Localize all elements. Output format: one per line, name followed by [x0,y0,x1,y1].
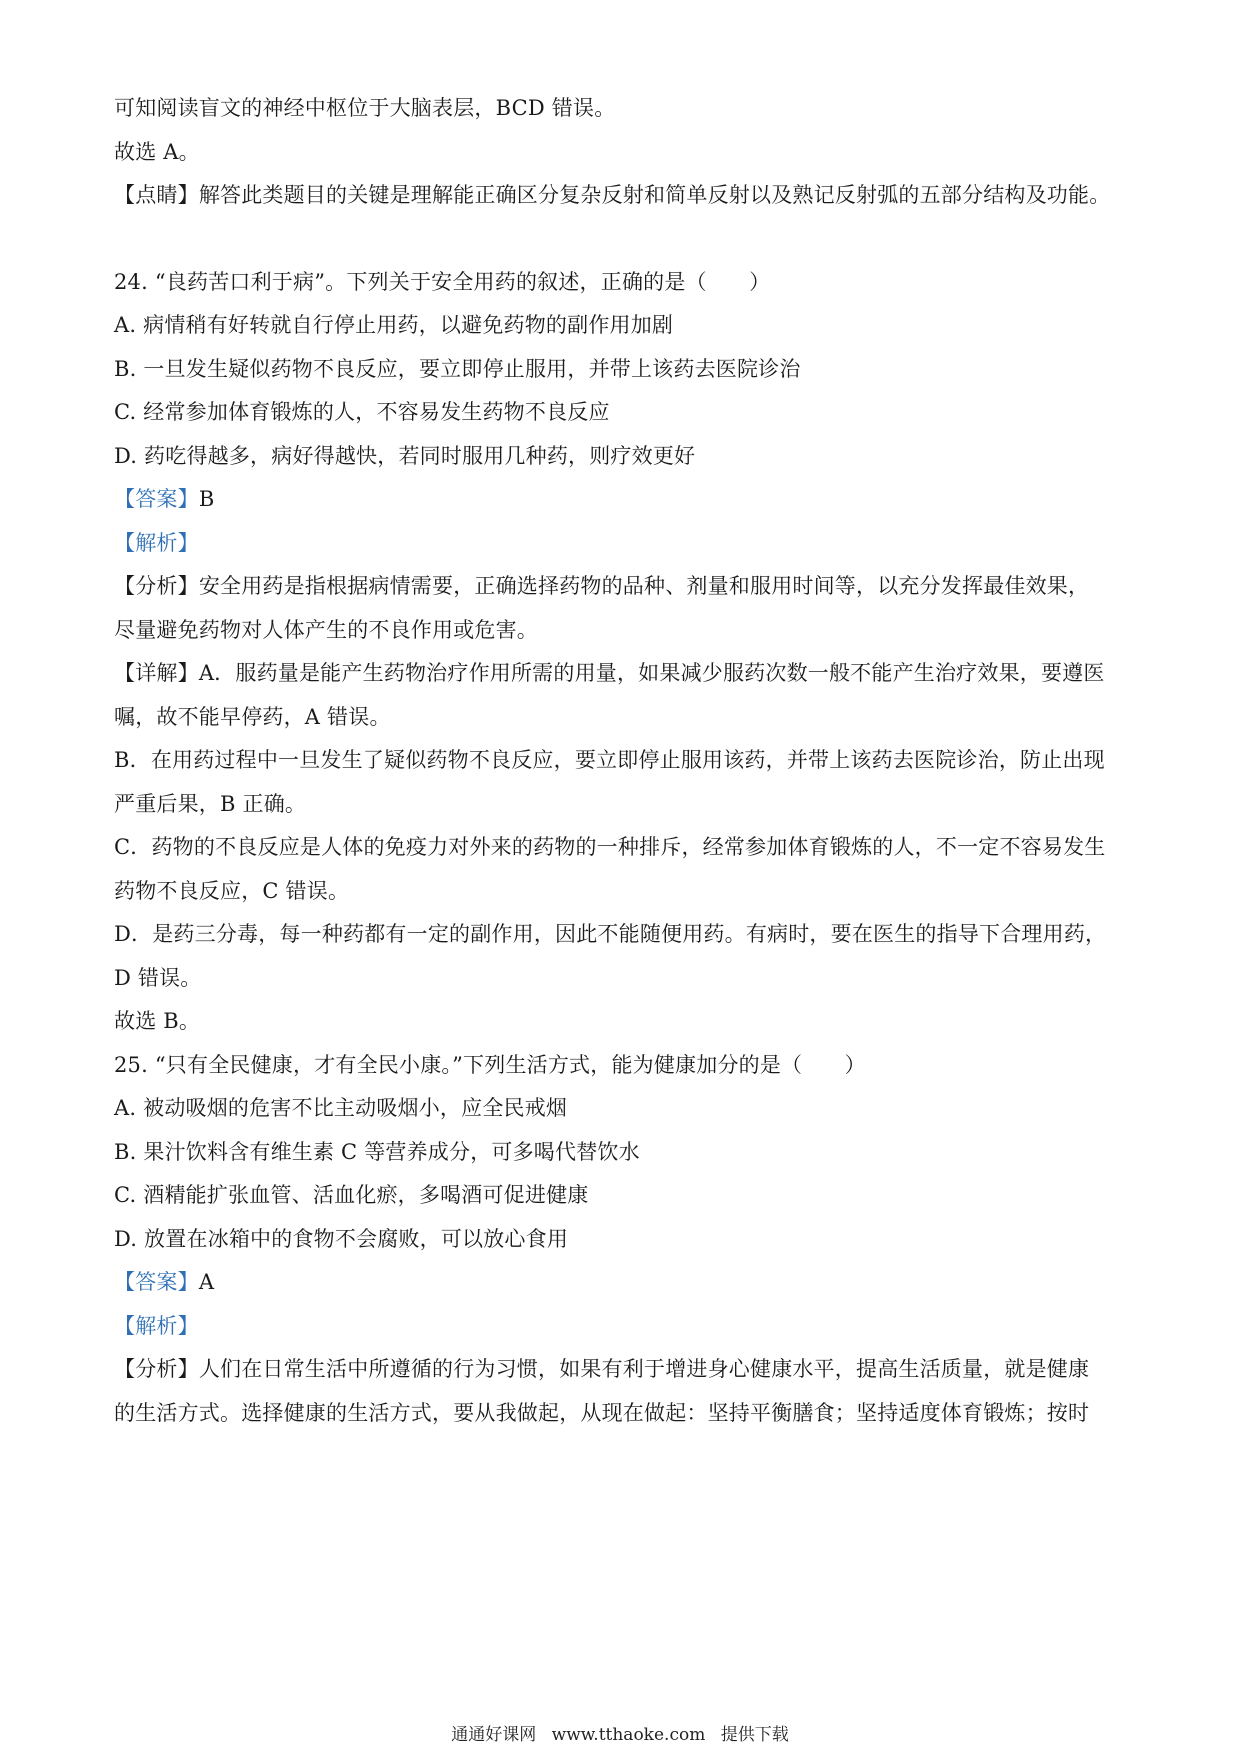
q24-xiangjie-line-6: 药物不良反应，C 错误。 [114,879,350,903]
q25-answer-line [114,1267,1134,1297]
tip-text: 解答此类题目的关键是理解能正确区分复杂反射和简单反射以及熟记反射弧的五部分结构及功能。 [198,183,1111,207]
q25-option-c: C. 酒精能扩张血管、活血化瘀，多喝酒可促进健康 [114,1183,589,1207]
tip-label: 【点睛】 [114,183,199,207]
q24-xiangjie-line-7: D．是药三分毒，每一种药都有一定的副作用，因此不能随便用药。有病时，要在医生的指导下合理用药， [114,922,1107,946]
q25-fenxi-line-2: 的生活方式。选择健康的生活方式，要从我做起，从现在做起：坚持平衡膳食；坚持适度体育锻炼；按时 [114,1401,1090,1425]
q24-xiangjie-line-1 [114,658,1134,688]
xiangjie-label: 【详解】 [114,661,199,685]
q24-xiangjie-line-8: D 错误。 [114,966,202,990]
answer-value: A [198,1270,215,1294]
q24-analysis-label: 【解析】 [114,531,199,555]
q24-xiangjie-line-5: C．药物的不良反应是人体的免疫力对外来的药物的一种排斥，经常参加体育锻炼的人，不一定不容易发生 [114,835,1106,859]
q24-option-d: D. 药吃得越多，病好得越快，若同时服用几种药，则疗效更好 [114,444,696,468]
q25-option-b: B. 果汁饮料含有维生素 C 等营养成分，可多喝代替饮水 [114,1140,640,1164]
q24-xiangjie-line-2: 嘱，故不能早停药，A 错误。 [114,705,391,729]
q24-option-b: B. 一旦发生疑似药物不良反应，要立即停止服用，并带上该药去医院诊治 [114,357,801,381]
q24-xiangjie-line-3: B．在用药过程中一旦发生了疑似药物不良反应，要立即停止服用该药，并带上该药去医院诊治，防止出现 [114,748,1105,772]
answer-label: 【答案】 [114,487,199,511]
q25-option-d: D. 放置在冰箱中的食物不会腐败，可以放心食用 [114,1227,569,1251]
q24-fenxi-line-2: 尽量避免药物对人体产生的不良作用或危害。 [114,618,538,642]
footer-url[interactable]: www.tthaoke.com [551,1725,706,1745]
q24-option-c: C. 经常参加体育锻炼的人，不容易发生药物不良反应 [114,400,610,424]
fenxi-text: 人们在日常生活中所遵循的行为习惯，如果有利于增进身心健康水平，提高生活质量，就是健康 [198,1357,1090,1381]
q24-xiangjie-line-4: 严重后果，B 正确。 [114,792,307,816]
q25-stem: 25. “只有全民健康，才有全民小康。”下列生活方式，能为健康加分的是（ ） [114,1053,866,1077]
fenxi-text: 安全用药是指根据病情需要，正确选择药物的品种、剂量和服用时间等，以充分发挥最佳效果， [198,574,1090,598]
prev-conclusion-line: 可知阅读盲文的神经中枢位于大脑表层，BCD 错误。 [114,96,616,120]
footer-note: 提供下载 [720,1725,789,1745]
fenxi-label: 【分析】 [114,574,199,598]
q24-fenxi-line-1 [114,571,1134,601]
q24-choose-line: 故选 B。 [114,1009,201,1033]
q25-option-a: A. 被动吸烟的危害不比主动吸烟小，应全民戒烟 [114,1096,568,1120]
answer-label: 【答案】 [114,1270,199,1294]
footer-site: 通通好课网 [451,1725,537,1745]
q25-analysis-label: 【解析】 [114,1314,199,1338]
q24-answer-line [114,484,1134,514]
q25-fenxi-line-1 [114,1354,1134,1384]
fenxi-label: 【分析】 [114,1357,199,1381]
q24-option-a: A. 病情稍有好转就自行停止用药，以避免药物的副作用加剧 [114,313,674,337]
prev-tip-line [114,180,1134,210]
xiangjie-text: A．服药量是能产生药物治疗作用所需的用量，如果减少服药次数一般不能产生治疗效果，要遵医 [198,661,1105,685]
prev-choose-line: 故选 A。 [114,140,200,164]
page-footer [0,1720,1240,1745]
answer-value: B [198,487,215,511]
q24-stem: 24. “良药苦口利于病”。下列关于安全用药的叙述，正确的是（ ） [114,270,771,294]
